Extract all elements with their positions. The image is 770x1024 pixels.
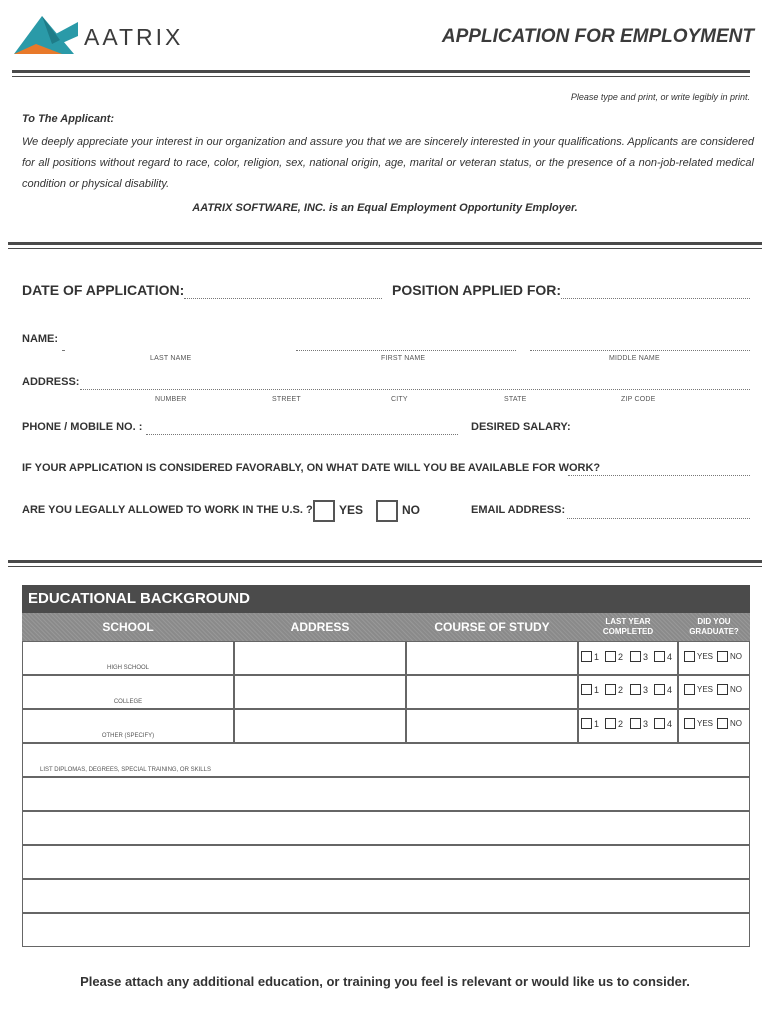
middle-name-caption: MIDDLE NAME <box>609 355 660 362</box>
first-name-field[interactable] <box>296 350 516 351</box>
address-state-caption: STATE <box>504 396 527 403</box>
position-applied-label: POSITION APPLIED FOR: <box>392 282 562 298</box>
footer-note: Please attach any additional education, or training you feel is relevant or would like us to consider. <box>80 974 690 989</box>
date-of-application-field[interactable] <box>184 298 382 299</box>
checkbox-icon <box>654 684 665 695</box>
diplomas-field-line-2[interactable] <box>22 777 750 811</box>
email-label: EMAIL ADDRESS: <box>471 504 566 516</box>
checkbox-icon <box>717 718 728 729</box>
checkbox-icon <box>581 651 592 662</box>
address-zip-caption: ZIP CODE <box>621 396 656 403</box>
checkbox-icon <box>630 718 641 729</box>
salutation: To The Applicant: <box>22 113 115 125</box>
graduate-yes-option[interactable]: YES <box>684 651 713 662</box>
intro-divider-thin <box>8 248 762 249</box>
year-4-option[interactable]: 4 <box>654 651 672 662</box>
year-3-option[interactable]: 3 <box>630 718 648 729</box>
address-field-high-school[interactable] <box>234 641 406 675</box>
checkbox-icon <box>630 651 641 662</box>
checkbox-icon <box>605 684 616 695</box>
year-2-option[interactable]: 2 <box>605 651 623 662</box>
phone-field[interactable] <box>146 434 458 435</box>
col-last-year-line1: LAST YEAR <box>605 617 651 626</box>
intro-paragraph: We deeply appreciate your interest in our organization and assure you that we are sincerely interested in your qualifications. Applicants are considered for all positions without regard to race, color, religion, sex, national origin, age, marital or veteran status, or the presence of a non-job-related medical condition or physical disability. <box>22 136 754 190</box>
legally-allowed-no-checkbox[interactable] <box>376 500 398 522</box>
checkbox-icon <box>605 651 616 662</box>
first-name-caption: FIRST NAME <box>381 355 426 362</box>
personal-divider <box>8 560 762 563</box>
col-address: ADDRESS <box>290 620 350 634</box>
eoe-statement: AATRIX SOFTWARE, INC. is an Equal Employment Opportunity Employer. <box>192 202 578 214</box>
company-logo-text: AATRIX <box>84 24 184 50</box>
legally-allowed-label: ARE YOU LEGALLY ALLOWED TO WORK IN THE U.S. ? <box>22 504 313 516</box>
row-label-high-school: HIGH SCHOOL <box>106 665 149 671</box>
year-1-option[interactable]: 1 <box>581 718 599 729</box>
middle-name-field[interactable] <box>530 350 750 351</box>
last-name-field[interactable] <box>62 350 64 351</box>
row-label-other: OTHER (SPECIFY) <box>101 733 155 739</box>
graduate-yes-option[interactable]: YES <box>684 718 713 729</box>
legally-allowed-yes-label: YES <box>339 503 364 517</box>
col-last-year-line2: COMPLETED <box>602 627 654 636</box>
year-4-option[interactable]: 4 <box>654 684 672 695</box>
address-field-college[interactable] <box>234 675 406 709</box>
checkbox-icon <box>684 651 695 662</box>
date-of-application-label: DATE OF APPLICATION: <box>22 282 185 298</box>
intro-divider <box>8 242 762 245</box>
address-label: ADDRESS: <box>22 376 80 388</box>
row-label-college: COLLEGE <box>113 699 143 705</box>
year-3-option[interactable]: 3 <box>630 684 648 695</box>
graduate-yes-option[interactable]: YES <box>684 684 713 695</box>
print-instructions: Please type and print, or write legibly in print. <box>570 92 750 102</box>
address-number-caption: NUMBER <box>155 396 187 403</box>
checkbox-icon <box>684 684 695 695</box>
year-2-option[interactable]: 2 <box>605 684 623 695</box>
aatrix-logo-icon <box>12 14 82 56</box>
diplomas-field-line-3[interactable] <box>22 811 750 845</box>
checkbox-icon <box>630 684 641 695</box>
year-4-option[interactable]: 4 <box>654 718 672 729</box>
address-street-caption: STREET <box>272 396 301 403</box>
phone-label: PHONE / MOBILE NO. : <box>22 421 143 433</box>
diplomas-field-line-4[interactable] <box>22 845 750 879</box>
page-title: APPLICATION FOR EMPLOYMENT <box>441 26 754 47</box>
year-1-option[interactable]: 1 <box>581 684 599 695</box>
checkbox-icon <box>717 684 728 695</box>
legally-allowed-yes-checkbox[interactable] <box>313 500 335 522</box>
desired-salary-label: DESIRED SALARY: <box>471 421 571 433</box>
legally-allowed-no-label: NO <box>402 503 420 517</box>
col-graduate-line1: DID YOU <box>697 617 731 626</box>
year-2-option[interactable]: 2 <box>605 718 623 729</box>
header-divider-thin <box>12 76 750 77</box>
col-school: SCHOOL <box>102 620 154 634</box>
graduate-no-option[interactable]: NO <box>717 684 742 695</box>
address-field-other[interactable] <box>234 709 406 743</box>
course-field-college[interactable] <box>406 675 578 709</box>
personal-divider-thin <box>8 566 762 567</box>
last-name-caption: LAST NAME <box>150 355 192 362</box>
course-field-high-school[interactable] <box>406 641 578 675</box>
checkbox-icon <box>581 718 592 729</box>
col-graduate-line2: GRADUATE? <box>689 627 739 636</box>
year-3-option[interactable]: 3 <box>630 651 648 662</box>
col-course: COURSE OF STUDY <box>434 620 550 634</box>
diplomas-field-line-5[interactable] <box>22 879 750 913</box>
checkbox-icon <box>654 718 665 729</box>
address-field[interactable] <box>80 389 750 390</box>
checkbox-icon <box>581 684 592 695</box>
email-field[interactable] <box>567 518 750 519</box>
checkbox-icon <box>684 718 695 729</box>
header-divider <box>12 70 750 73</box>
graduate-no-option[interactable]: NO <box>717 718 742 729</box>
checkbox-icon <box>717 651 728 662</box>
education-column-headers <box>22 613 750 641</box>
diplomas-field-line-6[interactable] <box>22 913 750 947</box>
position-applied-field[interactable] <box>561 298 750 299</box>
checkbox-icon <box>605 718 616 729</box>
graduate-no-option[interactable]: NO <box>717 651 742 662</box>
diplomas-label: LIST DIPLOMAS, DEGREES, SPECIAL TRAINING, OR SKILLS <box>40 767 211 773</box>
col-graduate <box>678 613 750 641</box>
available-date-field[interactable] <box>568 475 750 476</box>
education-section-title: EDUCATIONAL BACKGROUND <box>22 585 750 613</box>
checkbox-icon <box>654 651 665 662</box>
name-label: NAME: <box>22 333 59 345</box>
course-field-other[interactable] <box>406 709 578 743</box>
address-city-caption: CITY <box>391 396 408 403</box>
available-date-label: IF YOUR APPLICATION IS CONSIDERED FAVORABLY, ON WHAT DATE WILL YOU BE AVAILABLE FOR WORK? <box>22 462 601 474</box>
year-1-option[interactable]: 1 <box>581 651 599 662</box>
col-last-year <box>578 613 678 641</box>
